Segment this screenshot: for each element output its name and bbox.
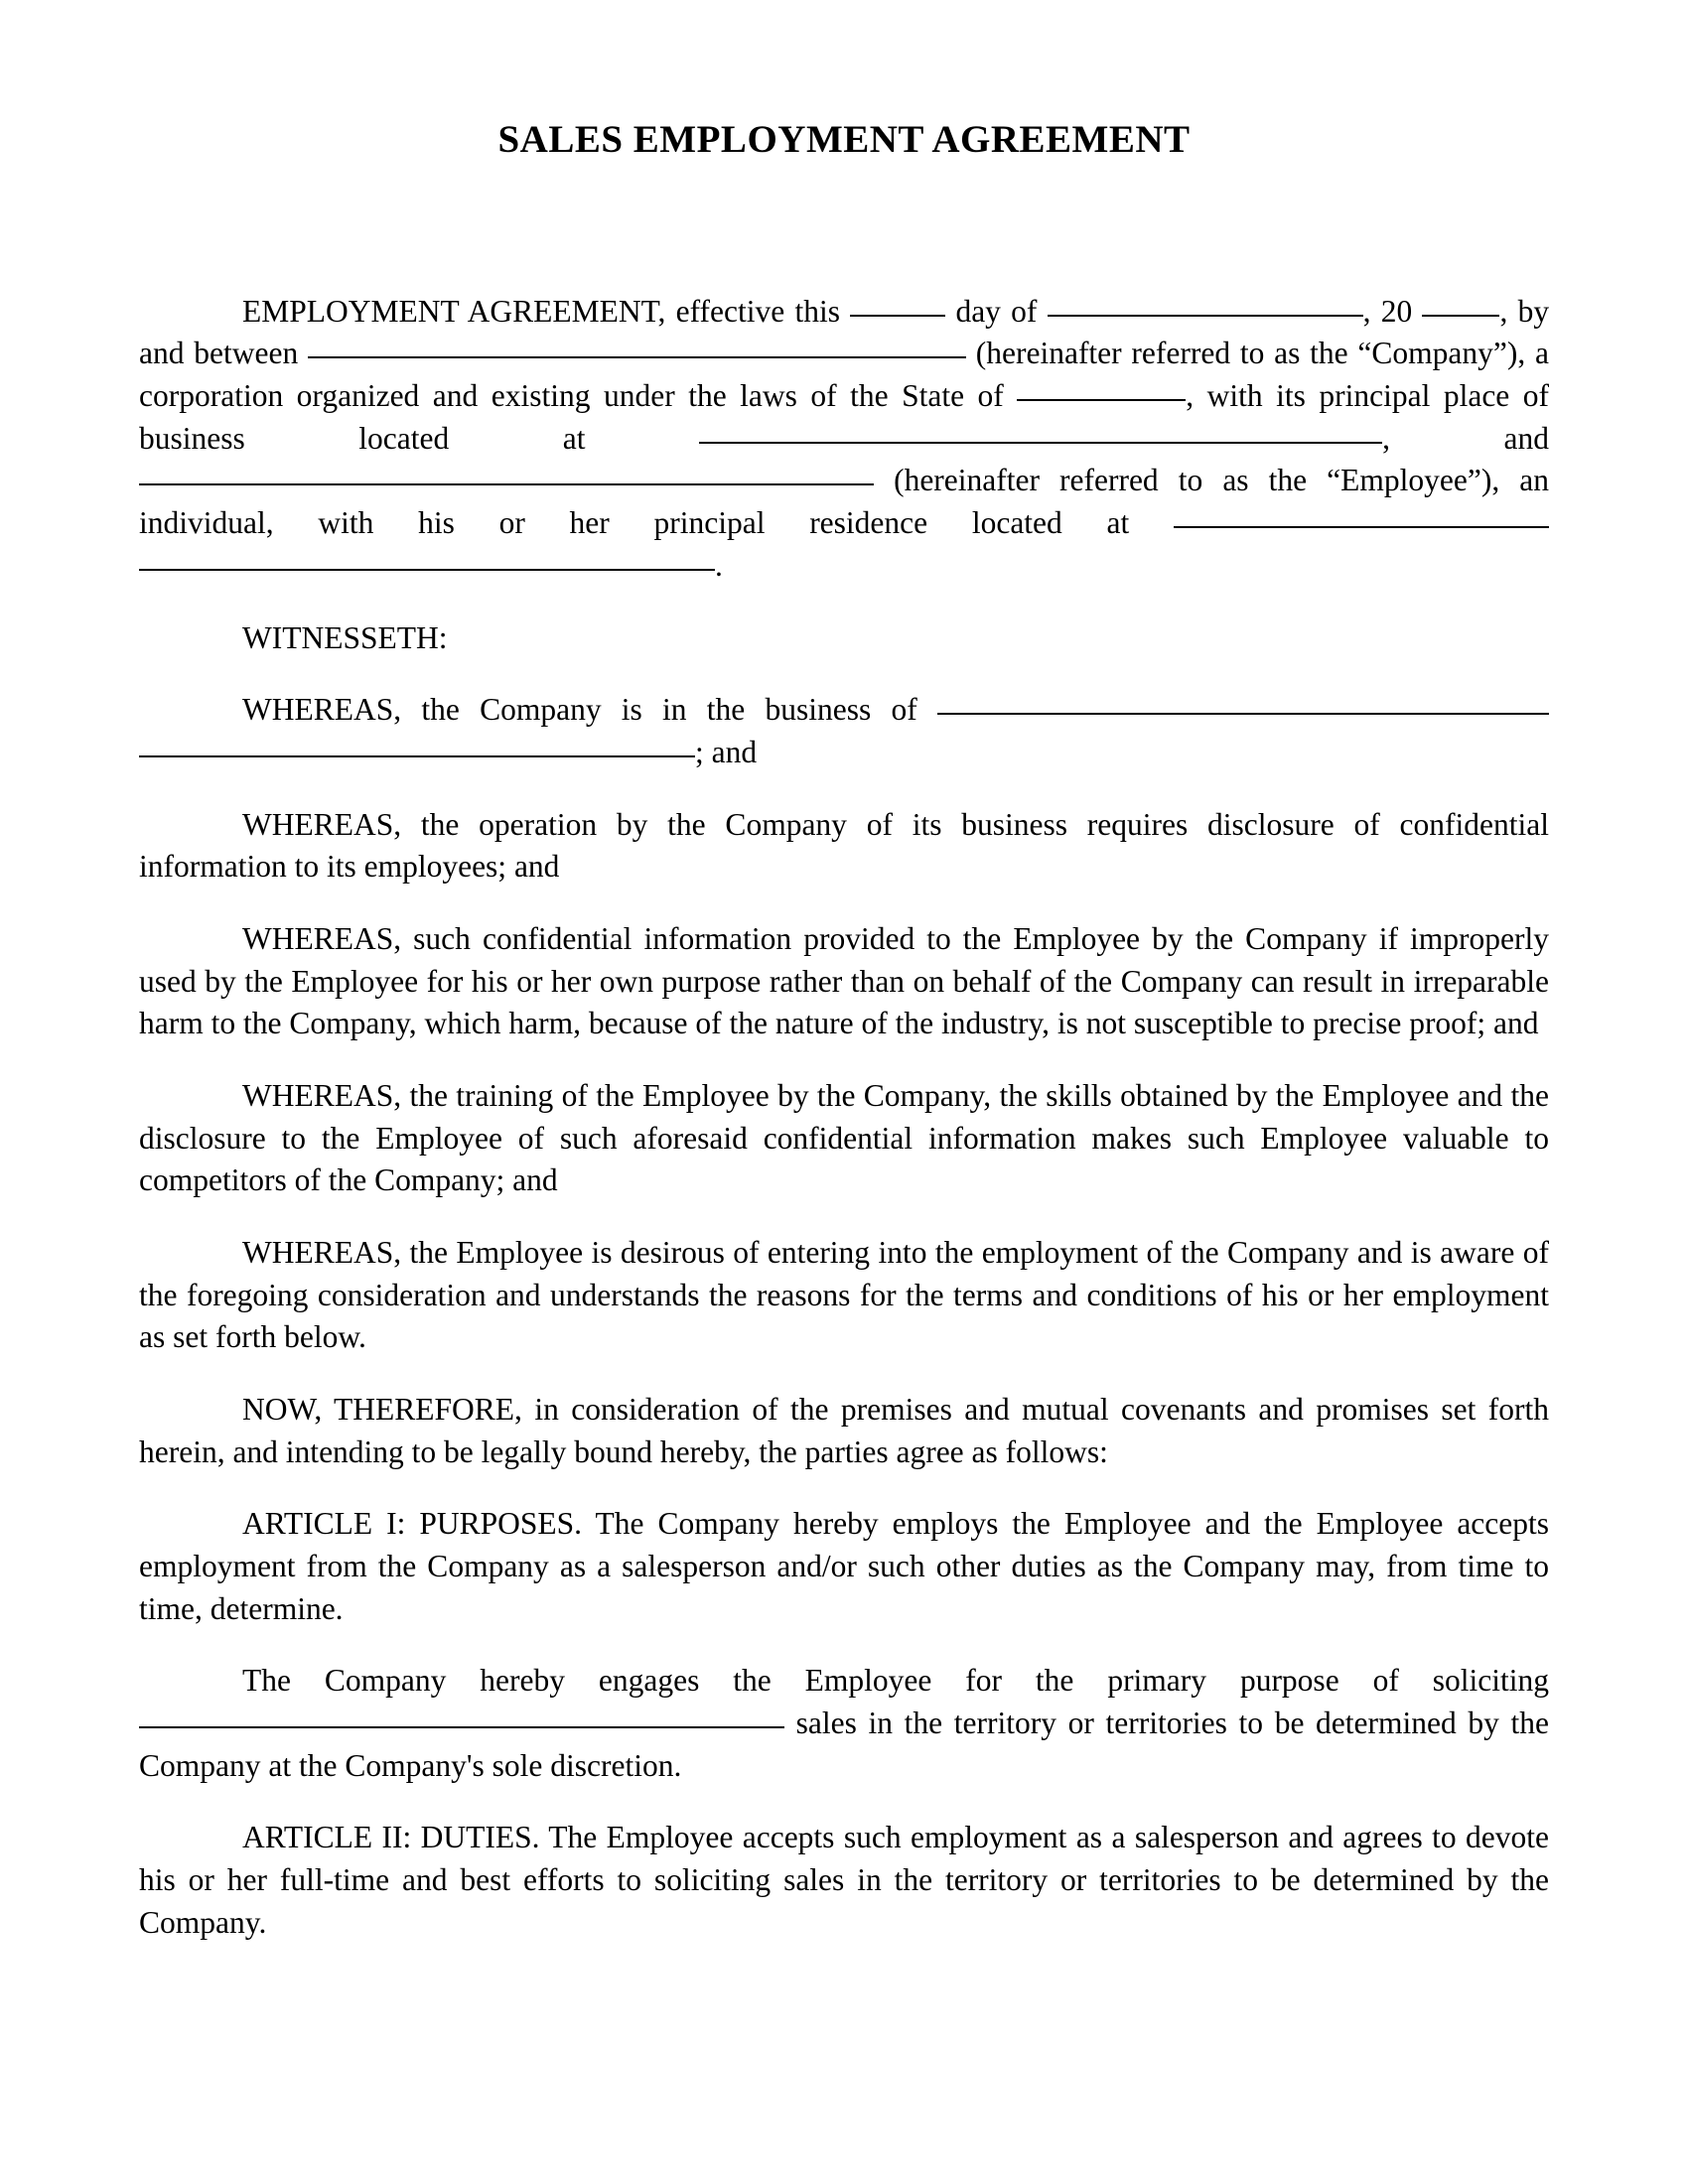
preamble-period: . <box>715 547 723 583</box>
preamble-year-prefix: , 20 <box>1362 293 1413 329</box>
preamble-by-and-between: , by and between <box>139 293 1550 371</box>
preamble-hereinafter-company: (hereinafter referred to as the “Company”), a corporation organized and existing under the laws of the State of <box>139 336 1549 414</box>
paragraph-whereas-desirous <box>139 1232 1549 1359</box>
preamble-lead: EMPLOYMENT AGREEMENT, effective this <box>242 293 840 329</box>
paragraph-whereas-confidential <box>139 918 1549 1045</box>
preamble-with-principal: , with its principal place of business located at <box>139 378 1550 456</box>
blank-business-field[interactable] <box>937 687 1549 715</box>
paragraph-witnesseth <box>139 617 1549 660</box>
engages-lead: The Company hereby engages the Employee for the primary purpose of soliciting <box>242 1663 1549 1699</box>
blank-state-field[interactable] <box>1017 373 1186 401</box>
blank-company-address-field[interactable] <box>699 416 1382 444</box>
document-body <box>139 291 1549 1945</box>
blank-employee-residence-field-2[interactable] <box>139 543 715 571</box>
blank-sales-type-field[interactable] <box>139 1701 784 1728</box>
paragraph-whereas-business <box>139 689 1549 773</box>
whereas-desirous-text: WHEREAS, the Employee is desirous of entering into the employment of the Company and is aware of the foregoing consideration and understands the reasons for the terms and conditions of his or her employment as set forth below. <box>139 1234 1549 1355</box>
preamble-day-of: day of <box>955 293 1038 329</box>
document-content <box>139 0 1549 1974</box>
whereas-business-tail: ; and <box>695 734 758 769</box>
blank-employee-name-field[interactable] <box>139 459 874 486</box>
paragraph-article-2 <box>139 1817 1549 1944</box>
engages-tail: sales in the territory or territories to be determined by the Company at the Company's sole discretion. <box>139 1705 1550 1783</box>
blank-month-field[interactable] <box>1048 289 1363 317</box>
witnesseth-label: WITNESSETH: <box>242 619 448 655</box>
paragraph-preamble <box>139 291 1549 588</box>
page-title: SALES EMPLOYMENT AGREEMENT <box>497 118 1191 161</box>
paragraph-article-1 <box>139 1503 1549 1630</box>
blank-business-field-2[interactable] <box>139 730 695 757</box>
blank-day-field[interactable] <box>850 289 945 317</box>
preamble-and: , and <box>1382 420 1549 456</box>
whereas-operation-text: WHEREAS, the operation by the Company of its business requires disclosure of confidential information to its employees; and <box>139 806 1549 885</box>
blank-employee-residence-field[interactable] <box>1174 500 1549 528</box>
paragraph-whereas-operation <box>139 804 1549 888</box>
now-therefore-text: NOW, THEREFORE, in consideration of the premises and mutual covenants and promises set forth herein, and intending to be legally bound hereby, the parties agree as follows: <box>139 1391 1549 1469</box>
article-2-text: ARTICLE II: DUTIES. The Employee accepts such employment as a salesperson and agrees to devote his or her full-time and best efforts to soliciting sales in the territory or territories to be determined by the Company. <box>139 1820 1549 1940</box>
article-1-text: ARTICLE I: PURPOSES. The Company hereby employs the Employee and the Employee accepts employment from the Company as a salesperson and/or such other duties as the Company may, from time to time, determine. <box>139 1506 1549 1626</box>
paragraph-whereas-training <box>139 1075 1549 1202</box>
preamble-hereinafter-employee: (hereinafter referred to as the “Employee”), an individual, with his or her principal residence located at <box>139 463 1550 541</box>
blank-company-name-field[interactable] <box>308 332 966 359</box>
paragraph-now-therefore <box>139 1389 1549 1473</box>
blank-year-field[interactable] <box>1422 289 1499 317</box>
whereas-confidential-text: WHEREAS, such confidential information provided to the Employee by the Company if improperly used by the Employee for his or her own purpose rather than on behalf of the Company can result in irreparable harm to the Company, which harm, because of the nature of the industry, is not susceptible to precise proof; and <box>139 920 1549 1041</box>
whereas-business-lead: WHEREAS, the Company is in the business of <box>242 692 917 728</box>
whereas-training-text: WHEREAS, the training of the Employee by the Company, the skills obtained by the Employee and the disclosure to the Employee of such aforesaid confidential information makes such Employee valuable to competitors of the Company; and <box>139 1077 1549 1198</box>
paragraph-engages <box>139 1660 1549 1787</box>
